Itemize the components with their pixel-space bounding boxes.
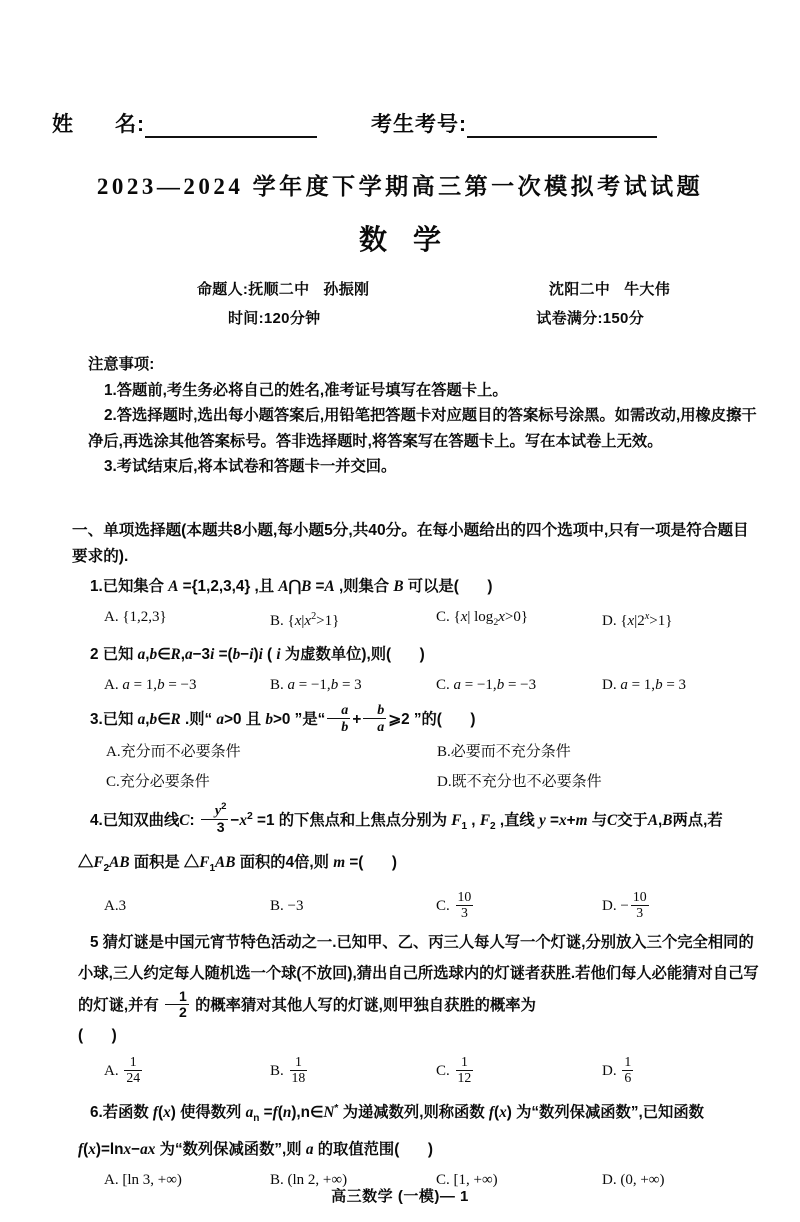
exam-number-label: 考生考号: bbox=[371, 113, 467, 136]
question-2 bbox=[78, 640, 768, 700]
question-stem: 6.若函数 f(x) 使得数列 $a_n$ =f(n),n∈N* 为递减数列,则称函数 f(x) 为“数列保减函数”,已知函数 f(x)=lnx−ax 为“数列保减函数”,则 a 的取值范围( ) bbox=[78, 1102, 704, 1159]
question-stem: 2 已知 a,b∈R,a−3i =(b−i)i ( i 为虚数单位),则( ) bbox=[90, 646, 425, 663]
option-a[interactable]: A.3 bbox=[104, 898, 127, 915]
question-answer-blank: ( ) bbox=[78, 1026, 117, 1044]
option-d[interactable]: D. $\frac{1}{6}$ bbox=[602, 1054, 632, 1086]
author-left: 命题人:抚顺二中 孙振刚 bbox=[197, 281, 370, 298]
question-3 bbox=[78, 702, 768, 797]
question-options bbox=[78, 670, 768, 700]
option-d[interactable]: D. − $\frac{10}{3}$ bbox=[602, 889, 647, 921]
question-4 bbox=[78, 799, 768, 925]
option-b[interactable]: B. $\{x|x^2>1\}$ bbox=[270, 611, 340, 629]
question-number: 6. bbox=[90, 1104, 103, 1122]
question-options bbox=[78, 737, 768, 767]
question-stem: 5 猜灯谜是中国元宵节特色活动之一.已知甲、乙、丙三人每人写一个灯谜,分别放入三个完全相同的小球,三人约定每人随机选一个球(不放回),猜出自己所选球内的灯谜者获胜.若他们每人必能猜对自己写的灯谜,并有 $\frac{1}{2}$ 的概率猜对其他人写的灯谜,则甲独自获胜的概率为 bbox=[78, 934, 759, 1021]
option-d[interactable]: D. (0, +∞) bbox=[602, 1172, 665, 1189]
exam-number-field-group bbox=[371, 108, 657, 138]
option-c[interactable]: C. a = −1,b = −3 bbox=[436, 677, 537, 693]
question-number: 5 bbox=[90, 934, 99, 952]
student-id-row bbox=[52, 108, 765, 138]
page-footer: 高三数学 (一模)— 1 bbox=[331, 1188, 469, 1205]
option-c[interactable]: C. $\frac{1}{12}$ bbox=[436, 1054, 472, 1086]
question-options bbox=[78, 767, 768, 797]
option-b[interactable]: B.必要而不充分条件 bbox=[437, 743, 571, 760]
option-c[interactable]: C. [1, +∞) bbox=[436, 1172, 498, 1189]
name-label: 姓 名: bbox=[52, 113, 145, 136]
question-number: 2 bbox=[90, 646, 99, 663]
question-5 bbox=[78, 927, 768, 1091]
option-a[interactable]: A.充分而不必要条件 bbox=[106, 743, 241, 760]
subject-title: 数学 bbox=[358, 224, 467, 255]
option-b[interactable]: B. (ln 2, +∞) bbox=[270, 1172, 348, 1189]
option-c[interactable]: C.充分必要条件 bbox=[106, 773, 210, 790]
option-a[interactable]: A. {1,2,3} bbox=[104, 609, 167, 625]
section-heading-single-choice: 一、单项选择题(本题共8小题,每小题5分,共40分。在每小题给出的四个选项中,只有一项是符合题目要求的). bbox=[72, 522, 749, 565]
notice-heading: 注意事项: bbox=[88, 356, 155, 373]
option-c[interactable]: C. $\frac{10}{3}$ bbox=[436, 889, 472, 921]
option-d[interactable]: D. a = 1,b = 3 bbox=[602, 677, 687, 693]
exam-info-row bbox=[228, 307, 644, 328]
option-b[interactable]: B. a = −1,b = 3 bbox=[270, 677, 362, 693]
question-6 bbox=[78, 1093, 768, 1195]
option-b[interactable]: B. −3 bbox=[270, 898, 304, 915]
notice-item: 3.考试结束后,将本试卷和答题卡一并交回。 bbox=[104, 458, 397, 475]
option-b[interactable]: B. $\frac{1}{18}$ bbox=[270, 1054, 306, 1086]
exam-number-write-line[interactable] bbox=[467, 116, 657, 138]
author-row bbox=[197, 278, 670, 299]
question-number: 4. bbox=[90, 811, 103, 829]
author-right: 沈阳二中 牛大伟 bbox=[548, 281, 670, 298]
question-number: 1. bbox=[90, 578, 103, 595]
option-a[interactable]: A. $\frac{1}{24}$ bbox=[104, 1054, 141, 1086]
notice-item: 1.答题前,考生务必将自己的姓名,准考证号填写在答题卡上。 bbox=[104, 381, 508, 399]
option-c[interactable]: C. {x| $\log_2x>0$} bbox=[436, 609, 529, 628]
question-options bbox=[78, 1051, 768, 1091]
notice-block bbox=[88, 352, 764, 480]
question-options bbox=[78, 887, 768, 925]
option-a[interactable]: A. [ln 3, +∞) bbox=[104, 1172, 182, 1189]
question-number: 3. bbox=[90, 710, 103, 728]
exam-total-score: 试卷满分:150分 bbox=[536, 310, 644, 327]
question-stem: 3.已知 a,b∈R .则“ a>0 且 b>0 ”是“ $\frac{a}{b}$ + $\frac{b}{a}$ ⩾2 ”的( ) bbox=[90, 702, 476, 736]
question-stem: 4.已知双曲线C: $\frac{y^2}{3}$ $-x^2 =1$ 的下焦点和上焦点分别为 $F_1$ , $F_2$ ,直线 y =x+m 与C交于A,B两点,若 $\triangle F_2AB$ 面积是 $\triangle F_1AB$ 面积的4倍,则 m =( ) bbox=[78, 801, 723, 875]
name-field-group bbox=[52, 108, 317, 138]
question-options bbox=[78, 602, 768, 638]
question-stem: 1.已知集合 A ={1,2,3,4} ,且 A⋂B =A ,则集合 B 可以是( ) bbox=[90, 578, 493, 595]
name-write-line[interactable] bbox=[145, 116, 317, 138]
option-d[interactable]: D.既不充分也不必要条件 bbox=[437, 773, 602, 790]
exam-duration: 时间:120分钟 bbox=[228, 310, 321, 327]
notice-item: 2.答选择题时,选出每小题答案后,用铅笔把答题卡对应题目的答案标号涂黑。如需改动,用橡皮擦干净后,再选涂其他答案标号。答非选择题时,将答案写在答题卡上。写在本试卷上无效。 bbox=[88, 407, 757, 450]
question-list bbox=[78, 572, 768, 1197]
question-1 bbox=[78, 572, 768, 638]
page-title: 2023—2024 学年度下学期高三第一次模拟考试试题 bbox=[96, 174, 704, 199]
option-a[interactable]: A. a = 1,b = −3 bbox=[104, 677, 197, 693]
option-d[interactable]: D. $\{x|2^x>1\}$ bbox=[602, 611, 673, 629]
